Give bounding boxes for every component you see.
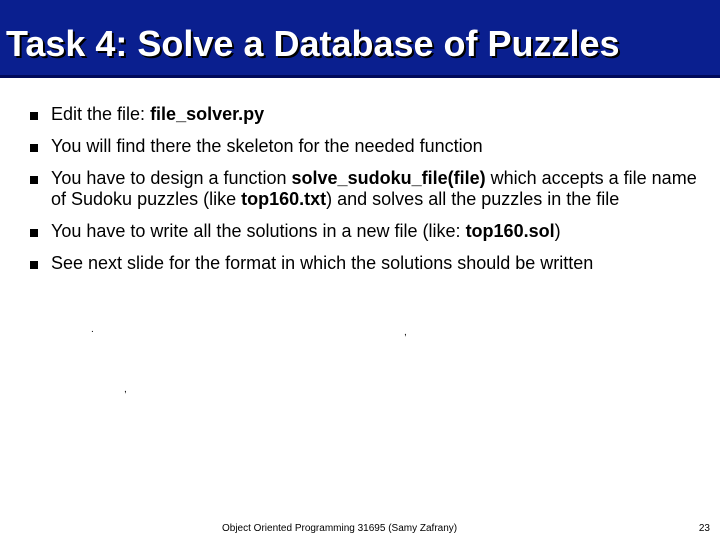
bullet-text: You have to design a function	[51, 168, 292, 188]
bullet-item	[30, 253, 700, 274]
bullet-filename: top160.txt	[241, 189, 327, 209]
bullet-text: which accepts a file name of Sudoku puzzles (like	[51, 168, 697, 209]
stray-mark: .	[91, 324, 94, 335]
bullet-function-name: solve_sudoku_file(file)	[291, 168, 486, 188]
page-number: 23	[698, 523, 710, 534]
footer-text: Object Oriented Programming 31695 (Samy Zafrany)	[222, 523, 458, 534]
bullet-text: You will find there the skeleton for the needed function	[51, 136, 483, 156]
bullet-text: You have to write all the solutions in a new file (like:	[51, 221, 466, 241]
stray-mark: ,	[124, 384, 127, 395]
bullet-item	[30, 168, 700, 210]
bullet-filename: file_solver.py	[150, 104, 265, 124]
bullet-item	[30, 221, 700, 242]
square-bullet-icon	[30, 229, 38, 237]
bullet-list	[30, 104, 700, 274]
square-bullet-icon	[30, 176, 38, 184]
bullet-item	[30, 136, 700, 157]
square-bullet-icon	[30, 144, 38, 152]
bullet-item	[30, 104, 700, 125]
bullet-filename: top160.sol	[465, 221, 555, 241]
square-bullet-icon	[30, 112, 38, 120]
slide-title: Task 4: Solve a Database of Puzzles	[6, 23, 620, 64]
bullet-text: Edit the file:	[51, 104, 151, 124]
stray-mark: ,	[404, 327, 407, 338]
bullet-text: )	[554, 221, 561, 241]
title-bar	[0, 0, 720, 78]
bullet-text: ) and solves all the puzzles in the file	[326, 189, 620, 209]
square-bullet-icon	[30, 261, 38, 269]
bullet-text: See next slide for the format in which the solutions should be written	[51, 253, 594, 273]
